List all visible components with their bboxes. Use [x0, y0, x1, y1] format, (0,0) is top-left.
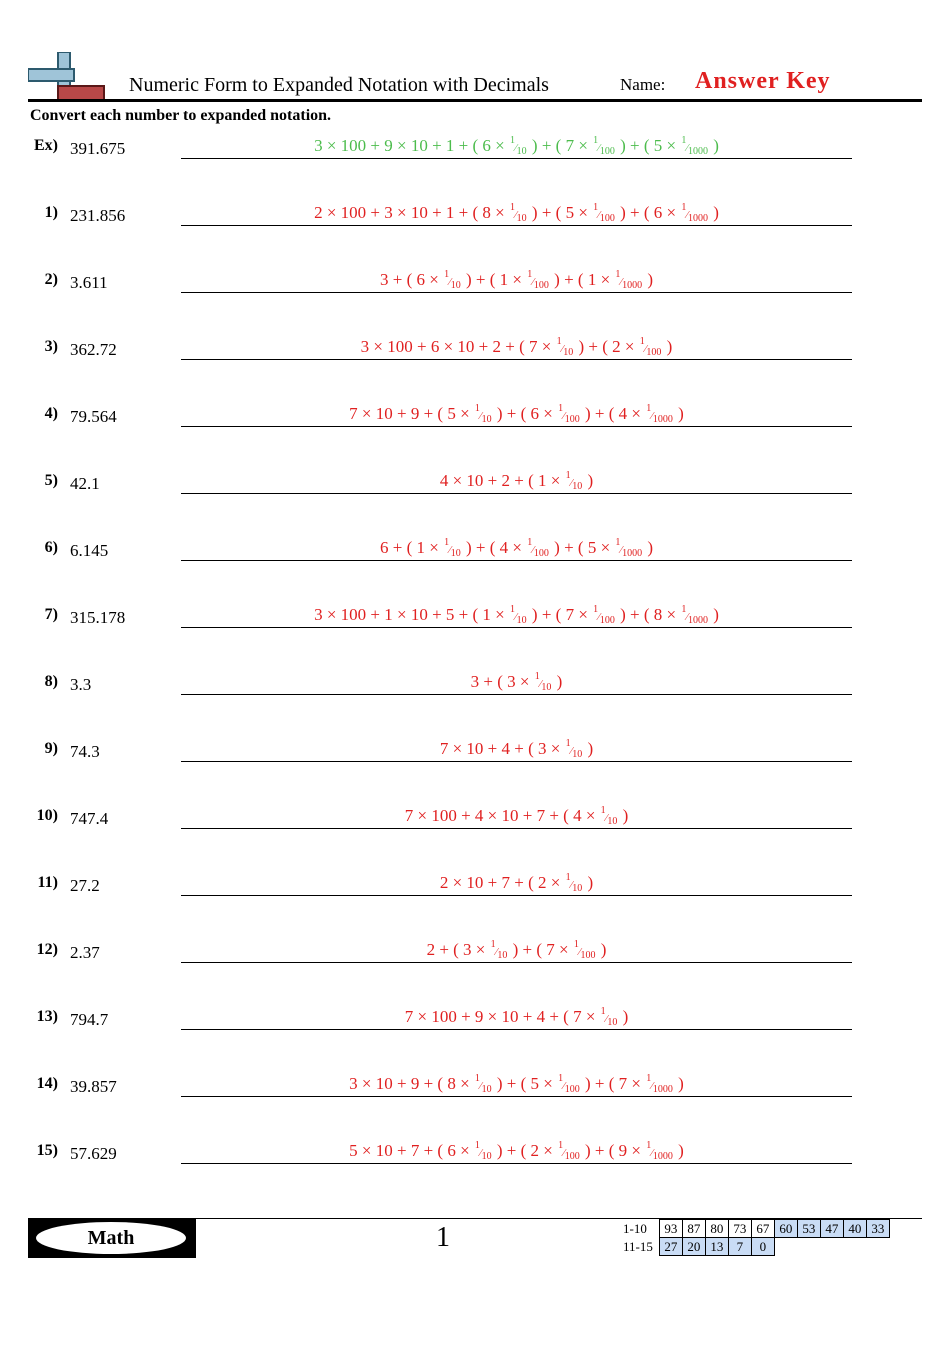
- answer-line: [181, 359, 852, 360]
- problem-value: 315.178: [70, 608, 126, 627]
- answer-line: [181, 560, 852, 561]
- answer-line: [181, 493, 852, 494]
- problem-value: 3.611: [70, 273, 108, 292]
- problem-number: 8): [44, 673, 58, 690]
- score-cell: 27: [659, 1238, 682, 1256]
- problem-value: 747.4: [70, 809, 109, 828]
- problem-row: [0, 1075, 950, 1115]
- answer-text: 2 × 10 + 7 + ( 2 × 1⁄10 ): [439, 872, 594, 894]
- problem-value: 39.857: [70, 1077, 117, 1096]
- problem-number: 4): [44, 405, 58, 422]
- answer-text: 3 + ( 3 × 1⁄10 ): [470, 671, 563, 693]
- problem-value: 231.856: [70, 206, 126, 225]
- problem-row: [0, 271, 950, 311]
- score-cell: 73: [728, 1220, 751, 1238]
- answer-line: [181, 1096, 852, 1097]
- score-cell: 33: [866, 1220, 889, 1238]
- problem-number: Ex): [34, 137, 58, 154]
- score-cell: 87: [682, 1220, 705, 1238]
- answer-line: [181, 761, 852, 762]
- problem-number: 12): [36, 941, 58, 958]
- answer-line: [181, 1163, 852, 1164]
- answer-text: 3 + ( 6 × 1⁄10 ) + ( 1 × 1⁄100 ) + ( 1 × 1⁄1000 ): [379, 269, 654, 291]
- problem-number: 14): [36, 1075, 58, 1092]
- answer-line: [181, 694, 852, 695]
- problem-row: [0, 807, 950, 847]
- answer-text: 2 + ( 3 × 1⁄10 ) + ( 7 × 1⁄100 ): [426, 939, 607, 961]
- page-title: Numeric Form to Expanded Notation with Decimals: [129, 74, 549, 96]
- problem-number: 13): [36, 1008, 58, 1025]
- score-cell: 67: [751, 1220, 774, 1238]
- score-cell: 53: [797, 1220, 820, 1238]
- score-row-1-10: [620, 1220, 889, 1238]
- answer-key-label: Answer Key: [695, 68, 831, 94]
- score-cell: 7: [728, 1238, 751, 1256]
- instructions: Convert each number to expanded notation.: [30, 107, 332, 124]
- answer-line: [181, 828, 852, 829]
- problem-row: [0, 405, 950, 445]
- problem-row: [0, 472, 950, 512]
- problem-value: 3.3: [70, 675, 92, 694]
- answer-line: [181, 1029, 852, 1030]
- problem-number: 2): [44, 271, 58, 288]
- name-label: Name:: [620, 75, 666, 94]
- score-cell: 40: [843, 1220, 866, 1238]
- answer-text: 7 × 100 + 9 × 10 + 4 + ( 7 × 1⁄10 ): [404, 1006, 629, 1028]
- problem-number: 10): [36, 807, 58, 824]
- header-divider: [28, 99, 922, 102]
- answer-text: 4 × 10 + 2 + ( 1 × 1⁄10 ): [439, 470, 594, 492]
- answer-line: [181, 962, 852, 963]
- problem-value: 794.7: [70, 1010, 109, 1029]
- answer-text: 7 × 100 + 4 × 10 + 7 + ( 4 × 1⁄10 ): [404, 805, 629, 827]
- problem-value: 79.564: [70, 407, 117, 426]
- score-cell: 93: [659, 1220, 682, 1238]
- score-cell: 13: [705, 1238, 728, 1256]
- problem-row: [0, 606, 950, 646]
- answer-text: 2 × 100 + 3 × 10 + 1 + ( 8 × 1⁄10 ) + ( 5 × 1⁄100 ) + ( 6 × 1⁄1000 ): [314, 202, 719, 224]
- problem-number: 9): [44, 740, 58, 757]
- problem-number: 15): [36, 1142, 58, 1159]
- answer-text: 7 × 10 + 9 + ( 5 × 1⁄10 ) + ( 6 × 1⁄100 ) + ( 4 × 1⁄1000 ): [349, 403, 684, 425]
- problem-row: [0, 1008, 950, 1048]
- problem-number: 3): [44, 338, 58, 355]
- score-cell: 20: [682, 1238, 705, 1256]
- plus-logo-icon: [28, 52, 106, 104]
- problem-value: 2.37: [70, 943, 100, 962]
- answer-text: 3 × 100 + 6 × 10 + 2 + ( 7 × 1⁄10 ) + ( 2 × 1⁄100 ): [360, 336, 673, 358]
- problem-value: 57.629: [70, 1144, 117, 1163]
- answer-text: 6 + ( 1 × 1⁄10 ) + ( 4 × 1⁄100 ) + ( 5 × 1⁄1000 ): [379, 537, 654, 559]
- problem-row: [0, 204, 950, 244]
- score-cell: 0: [751, 1238, 774, 1256]
- problem-number: 7): [44, 606, 58, 623]
- answer-line: [181, 158, 852, 159]
- problem-row: [0, 740, 950, 780]
- problem-row: [0, 874, 950, 914]
- math-brand-label: Math: [36, 1222, 186, 1254]
- score-row-label: 1-10: [623, 1220, 647, 1236]
- problem-value: 42.1: [70, 474, 100, 493]
- answer-line: [181, 426, 852, 427]
- problem-value: 27.2: [70, 876, 100, 895]
- problem-value: 6.145: [70, 541, 109, 560]
- problem-row: [0, 539, 950, 579]
- math-brand-logo: [28, 1218, 196, 1258]
- problem-value: 391.675: [70, 139, 126, 158]
- problem-row: [0, 338, 950, 378]
- example-row: [0, 137, 950, 177]
- answer-line: [181, 225, 852, 226]
- score-cell: 47: [820, 1220, 843, 1238]
- problem-row: [0, 673, 950, 713]
- score-table: [620, 1219, 890, 1256]
- answer-text: 5 × 10 + 7 + ( 6 × 1⁄10 ) + ( 2 × 1⁄100 ) + ( 9 × 1⁄1000 ): [349, 1140, 684, 1162]
- example-answer: 3 × 100 + 9 × 10 + 1 + ( 6 × 1⁄10 ) + ( 7 × 1⁄100 ) + ( 5 × 1⁄1000 ): [314, 135, 719, 157]
- problem-number: 1): [44, 204, 58, 221]
- answer-line: [181, 292, 852, 293]
- problem-value: 74.3: [70, 742, 100, 761]
- score-cell: 80: [705, 1220, 728, 1238]
- answer-text: 7 × 10 + 4 + ( 3 × 1⁄10 ): [439, 738, 594, 760]
- score-row-label: 11-15: [623, 1238, 653, 1254]
- answer-line: [181, 895, 852, 896]
- problem-number: 11): [37, 874, 58, 891]
- answer-text: 3 × 10 + 9 + ( 8 × 1⁄10 ) + ( 5 × 1⁄100 ) + ( 7 × 1⁄1000 ): [349, 1073, 684, 1095]
- problem-row: [0, 1142, 950, 1182]
- score-row-11-15: [620, 1238, 889, 1256]
- answer-line: [181, 627, 852, 628]
- answer-text: 3 × 100 + 1 × 10 + 5 + ( 1 × 1⁄10 ) + ( 7 × 1⁄100 ) + ( 8 × 1⁄1000 ): [314, 604, 719, 626]
- problem-row: [0, 941, 950, 981]
- problem-number: 6): [44, 539, 58, 556]
- problem-value: 362.72: [70, 340, 117, 359]
- problem-number: 5): [44, 472, 58, 489]
- score-cell: 60: [774, 1220, 797, 1238]
- page-number: 1: [436, 1222, 450, 1253]
